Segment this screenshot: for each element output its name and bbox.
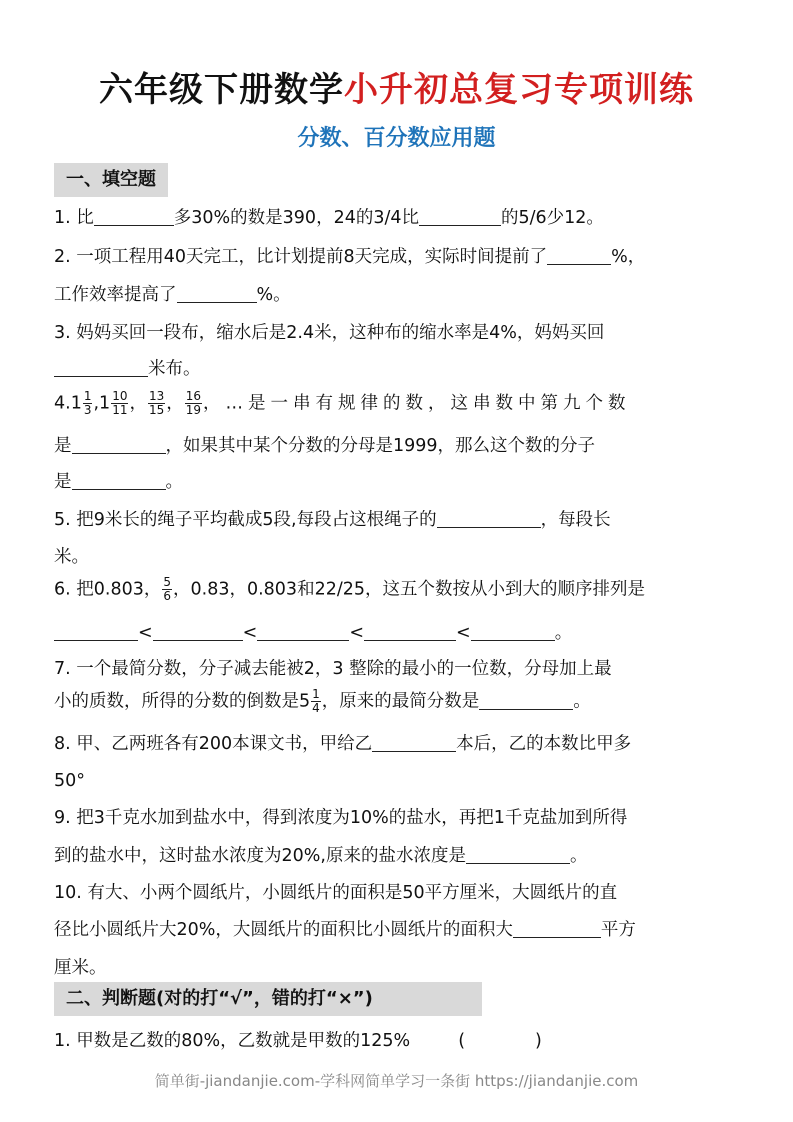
title-black-part: 六年级下册数学 — [99, 70, 344, 110]
question-3-line-2: 米布。 — [54, 358, 201, 380]
fraction: $\frac{1}{3}$ — [83, 389, 92, 417]
answer-blank[interactable] — [479, 691, 573, 710]
question-4-line-2: 是 ，如果其中某个分数的分母是1999，那么这个数的分子 — [54, 436, 596, 456]
page-subtitle: 分数、百分数应用题 — [297, 126, 496, 151]
question-10-line-1: 10. 有大、小两个圆纸片，小圆纸片的面积是50平方厘米，大圆纸片的直 — [54, 883, 618, 903]
question-5-line-2: 米。 — [54, 547, 89, 567]
question-2-line-1: 2. 一项工程用40天完工，比计划提前8天完成，实际时间提前了 %， — [54, 247, 646, 267]
fraction: $\frac{1}{4}$ — [312, 687, 320, 715]
page-footer: 简单街-jiandanjie.com-学科网简单学习一条街 https://jiandanjie.com — [154, 1072, 639, 1090]
answer-blank[interactable] — [257, 622, 349, 641]
answer-blank[interactable] — [72, 471, 166, 490]
question-6-line-1: 6. 把0.803， $\frac{5}{6}$ ，0.83，0.803和22/25，这五个数按从小到大的顺序排列是 — [54, 575, 645, 603]
answer-blank[interactable] — [419, 207, 501, 226]
answer-blank[interactable] — [94, 207, 174, 226]
question-7-line-2: 小的质数，所得的分数的倒数是5 $\frac{1}{4}$ ，原来的最简分数是 。 — [54, 687, 591, 715]
question-6-line-2: < < < < 。 — [54, 622, 572, 644]
answer-blank[interactable] — [547, 246, 611, 265]
question-10-line-3: 厘米。 — [54, 958, 107, 978]
question-7-line-1: 7. 一个最简分数，分子减去能被2，3 整除的最小的一位数，分母加上最 — [54, 659, 612, 679]
fraction: $\frac{5}{6}$ — [163, 575, 171, 603]
fraction: $\frac{16}{19}$ — [185, 389, 202, 417]
question-8-line-1: 8. 甲、乙两班各有200本课文书，甲给乙 本后，乙的本数比甲多 — [54, 734, 632, 754]
answer-blank[interactable] — [54, 358, 148, 377]
answer-blank[interactable] — [437, 509, 541, 528]
answer-paren[interactable]: ( ) — [458, 1031, 542, 1051]
page-title — [0, 62, 793, 111]
section-fill-blank: 一、填空题 — [54, 163, 168, 197]
title-red-part: 小升初总复习专项训练 — [344, 70, 694, 110]
question-5-line-1: 5. 把9米长的绳子平均截成5段,每段占这根绳子的 ，每段长 — [54, 510, 611, 530]
answer-blank[interactable] — [153, 622, 243, 641]
answer-blank[interactable] — [471, 622, 555, 641]
question-4-line-1: 4.1 $\frac{1}{3}$ ,1 $\frac{10}{11}$ ， $\frac{13}{15}$ ， $\frac{16}{19}$ ，…是一串有规律的数，这串数中第九个数 — [54, 389, 631, 417]
question-9-line-2: 到的盐水中，这时盐水浓度为20%,原来的盐水浓度是 。 — [54, 846, 588, 866]
answer-blank[interactable] — [513, 919, 601, 938]
question-8-line-2: 50° — [54, 771, 86, 791]
judge-question-1: 1. 甲数是乙数的80%，乙数就是甲数的125% ( ) — [54, 1031, 542, 1051]
question-4-line-3: 是 。 — [54, 472, 183, 492]
question-3-line-1: 3. 妈妈买回一段布，缩水后是2.4米，这种布的缩水率是4%，妈妈买回 — [54, 323, 605, 343]
section-judge: 二、判断题(对的打“√”，错的打“×”) — [54, 982, 482, 1016]
fraction: $\frac{13}{15}$ — [148, 389, 165, 417]
fraction: $\frac{10}{11}$ — [112, 389, 128, 417]
question-2-line-2: 工作效率提高了 %。 — [54, 285, 291, 305]
question-10-line-2: 径比小圆纸片大20%，大圆纸片的面积比小圆纸片的面积大 平方 — [54, 920, 636, 940]
question-1: 1. 比 多30%的数是390，24的3/4比 的5/6少12。 — [54, 208, 604, 228]
answer-blank[interactable] — [466, 845, 570, 864]
answer-blank[interactable] — [372, 733, 456, 752]
answer-blank[interactable] — [364, 622, 456, 641]
question-9-line-1: 9. 把3千克水加到盐水中，得到浓度为10%的盐水，再把1千克盐加到所得 — [54, 808, 628, 828]
answer-blank[interactable] — [54, 622, 138, 641]
answer-blank[interactable] — [177, 284, 257, 303]
answer-blank[interactable] — [72, 435, 166, 454]
